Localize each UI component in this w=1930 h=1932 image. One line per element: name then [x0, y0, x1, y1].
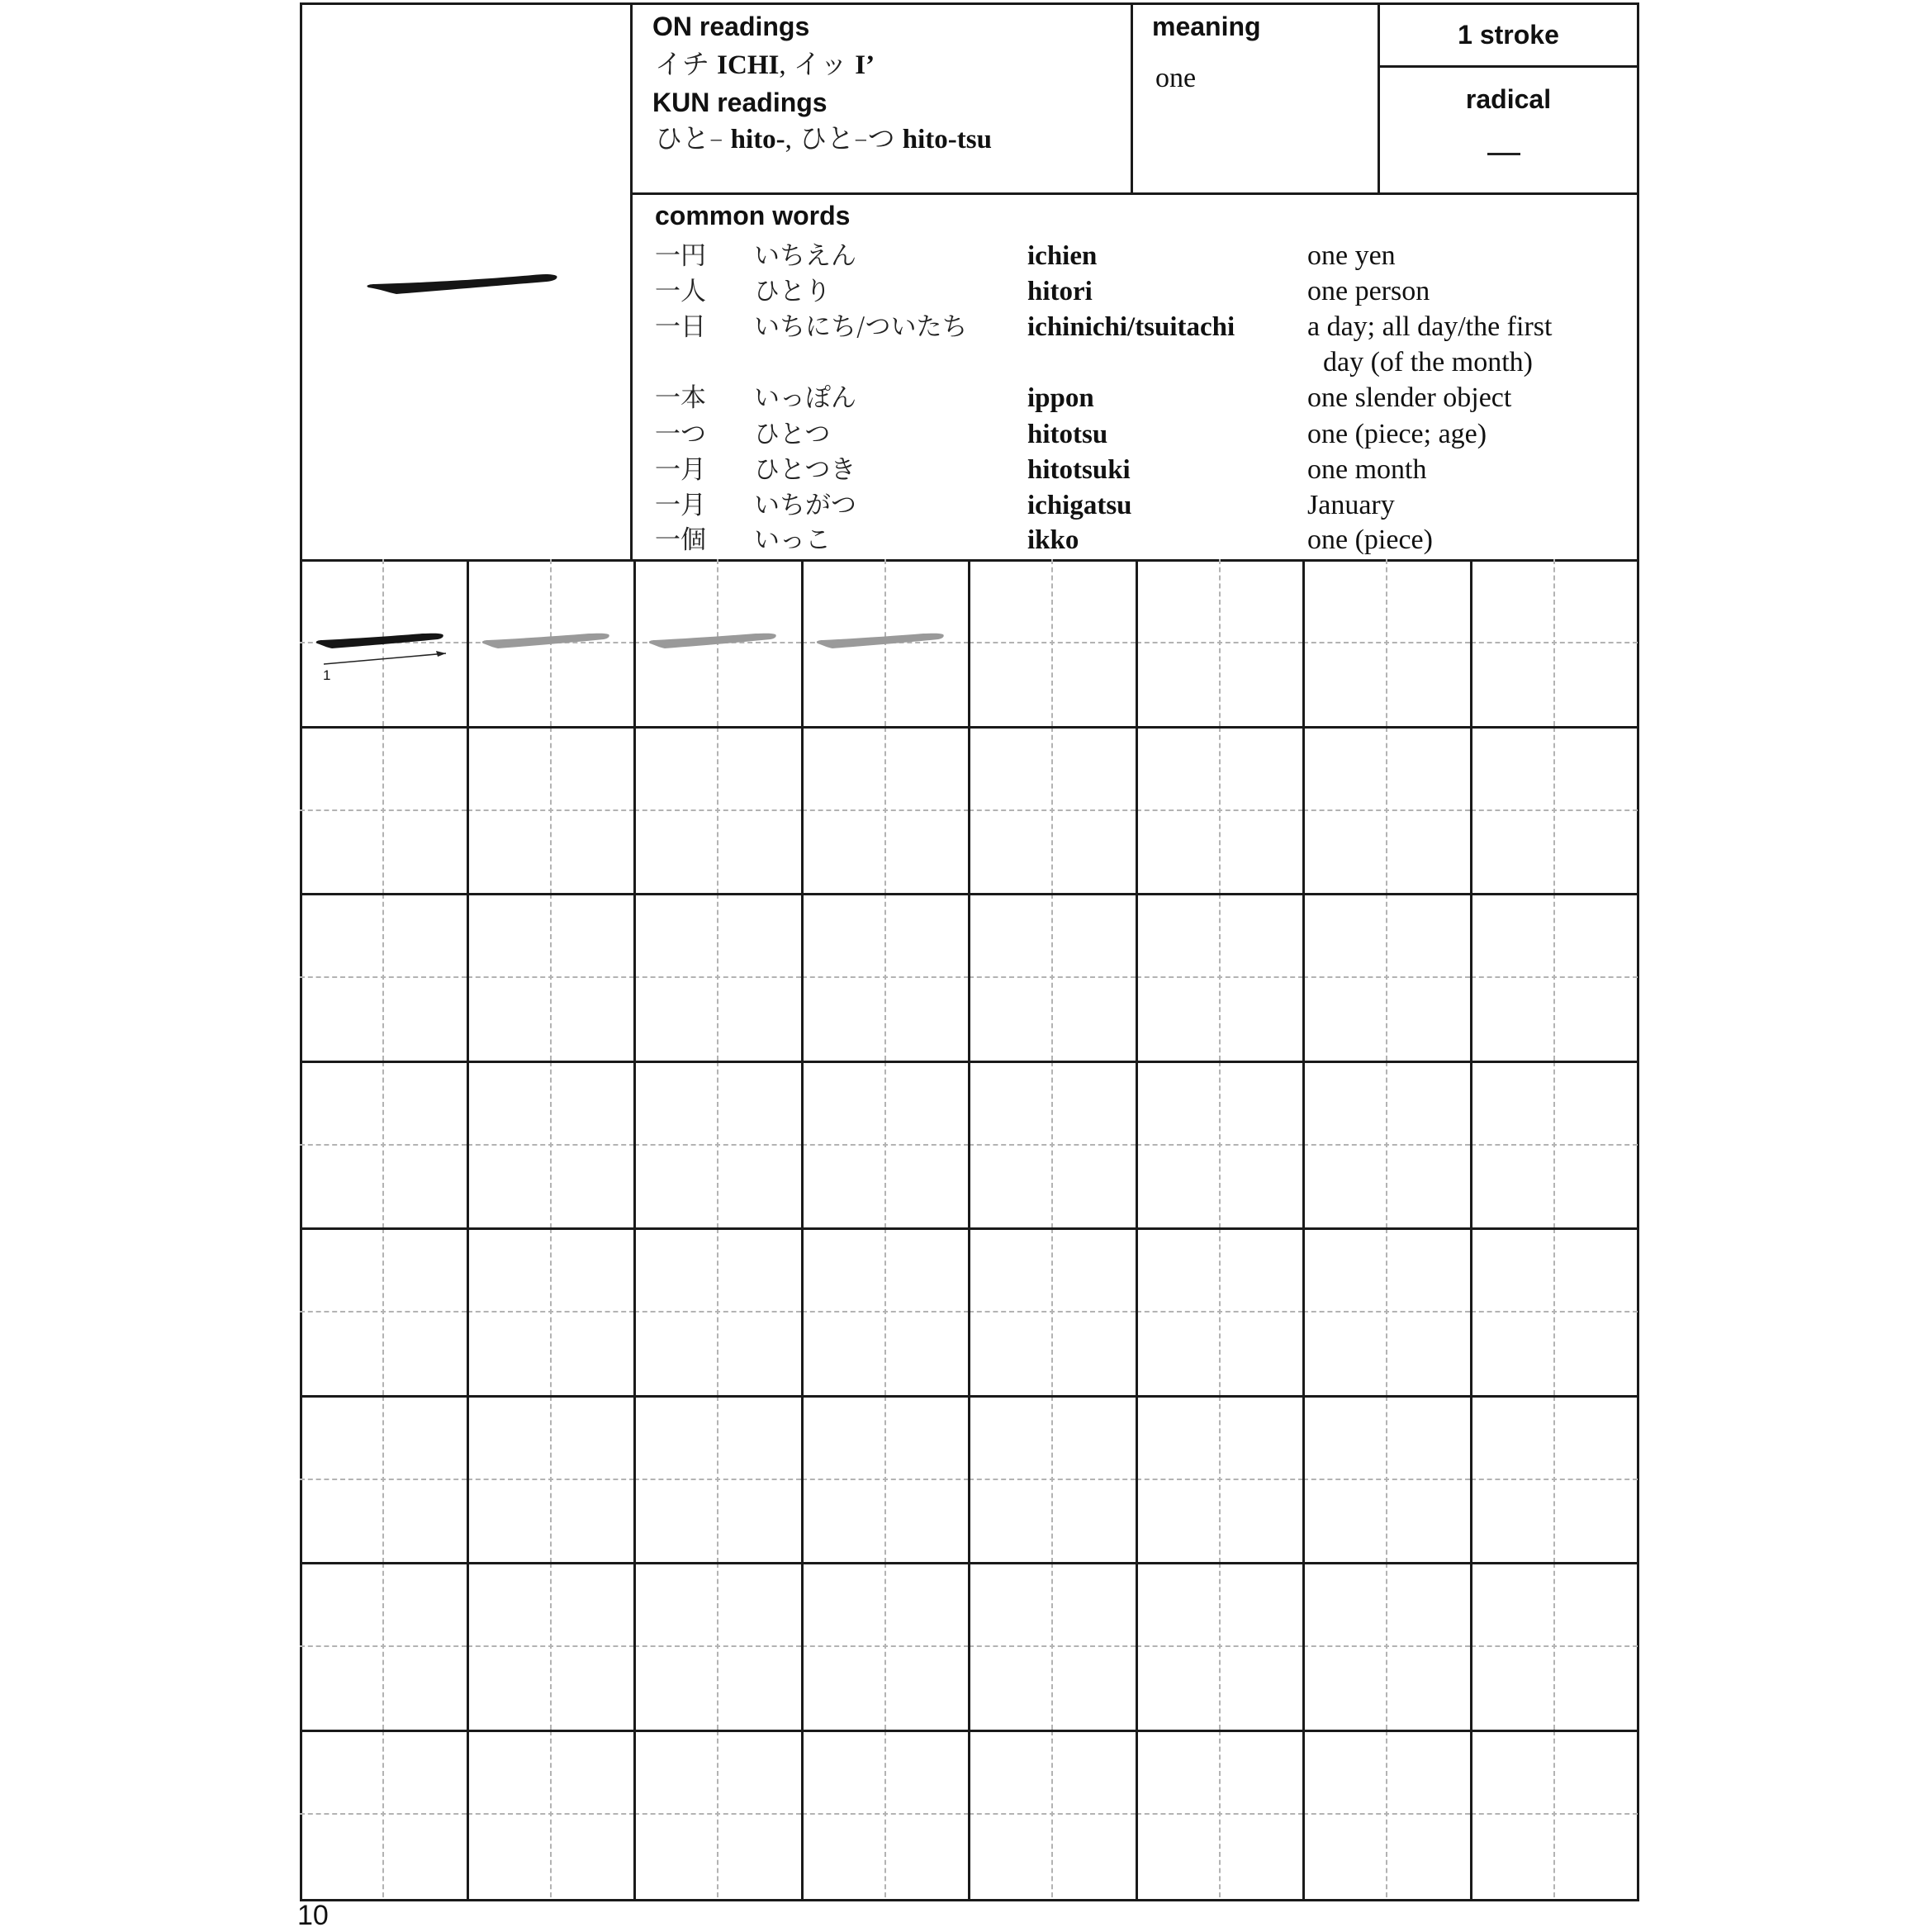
practice-cell[interactable] [969, 1396, 1136, 1563]
cell-guide-horizontal [969, 1479, 1136, 1480]
practice-cell[interactable] [1136, 727, 1303, 894]
cell-guide-horizontal [969, 1311, 1136, 1313]
word-kana: いっぽん [754, 383, 856, 413]
word-kanji: 一個 [655, 525, 706, 555]
cell-guide-horizontal [1136, 976, 1303, 978]
grid-line-horizontal [300, 1562, 1639, 1564]
practice-cell[interactable] [1471, 1396, 1638, 1563]
word-english: one slender object [1307, 382, 1512, 413]
practice-cell[interactable] [1471, 559, 1638, 726]
practice-cell[interactable] [300, 1730, 467, 1897]
practice-cell[interactable] [802, 1396, 969, 1563]
grid-line-vertical [801, 559, 804, 1901]
word-english: one (piece; age) [1307, 419, 1487, 449]
grid-line-vertical [1302, 559, 1305, 1901]
practice-cell[interactable] [634, 727, 801, 894]
cell-guide-horizontal [1136, 1311, 1303, 1313]
cell-guide-horizontal [802, 976, 969, 978]
practice-cell[interactable] [1136, 894, 1303, 1061]
word-english: one (piece) [1307, 525, 1433, 555]
cell-guide-horizontal [634, 1311, 801, 1313]
cell-guide-horizontal [300, 1813, 467, 1815]
practice-cell[interactable] [802, 727, 969, 894]
word-romaji: hitotsu [1027, 420, 1108, 449]
cell-guide-horizontal [969, 976, 1136, 978]
word-romaji: hitotsuki [1027, 455, 1131, 485]
trace-stroke [480, 627, 628, 660]
practice-cell[interactable] [1303, 727, 1470, 894]
word-kanji: 一月 [655, 455, 706, 485]
arrow-head-icon [436, 651, 446, 657]
word-english-continuation: day (of the month) [1323, 347, 1533, 377]
cell-guide-horizontal [1471, 1311, 1638, 1313]
kun-readings-label: KUN readings [652, 88, 827, 117]
cell-guide-horizontal [1471, 1144, 1638, 1146]
practice-cell[interactable] [969, 1563, 1136, 1730]
grid-line-horizontal [300, 1227, 1639, 1230]
cell-guide-horizontal [467, 1479, 634, 1480]
cell-guide-horizontal [1303, 976, 1470, 978]
on-reading-romaji-2: I’ [855, 50, 875, 80]
cell-guide-horizontal [634, 1479, 801, 1480]
large-kanji-brush-stroke [363, 264, 562, 306]
word-kana: ひとつき [754, 455, 856, 485]
cell-guide-horizontal [300, 1645, 467, 1647]
cell-guide-horizontal [1136, 642, 1303, 643]
word-romaji: ichigatsu [1027, 491, 1132, 520]
practice-cell[interactable] [969, 727, 1136, 894]
practice-cell[interactable] [634, 1061, 801, 1228]
model-stroke [316, 634, 443, 648]
cell-guide-horizontal [1136, 1479, 1303, 1480]
practice-cell[interactable] [467, 1396, 634, 1563]
cell-guide-horizontal [467, 1645, 634, 1647]
word-kanji: 一本 [655, 383, 706, 413]
practice-cell[interactable] [1471, 894, 1638, 1061]
word-kana: いちがつ [754, 491, 856, 520]
practice-cell[interactable] [802, 894, 969, 1061]
page-number: 10 [297, 1900, 329, 1931]
practice-cell[interactable] [1303, 559, 1470, 726]
cell-guide-horizontal [969, 1645, 1136, 1647]
practice-cell[interactable] [1136, 1730, 1303, 1897]
grid-line-vertical [1470, 559, 1472, 1901]
practice-cell[interactable] [634, 1228, 801, 1395]
grid-line-horizontal [300, 1395, 1639, 1398]
kun-reading-romaji-1: hito- [730, 125, 785, 154]
cell-guide-horizontal [802, 1311, 969, 1313]
practice-cell[interactable] [300, 894, 467, 1061]
grid-line-horizontal [300, 893, 1639, 895]
cell-guide-horizontal [969, 1813, 1136, 1815]
practice-cell[interactable] [969, 1228, 1136, 1395]
cell-guide-horizontal [467, 1311, 634, 1313]
grid-line-vertical [968, 559, 970, 1901]
cell-guide-horizontal [467, 976, 634, 978]
practice-cell[interactable] [1136, 1396, 1303, 1563]
cell-guide-horizontal [467, 1813, 634, 1815]
cell-guide-horizontal [1471, 1479, 1638, 1480]
cell-guide-horizontal [1471, 642, 1638, 643]
header-divider-words [630, 192, 1639, 195]
grid-line-horizontal [300, 1061, 1639, 1063]
cell-guide-horizontal [300, 809, 467, 811]
stroke-count: 1 stroke [1458, 20, 1559, 50]
practice-cell[interactable] [1303, 1228, 1470, 1395]
practice-cell[interactable] [634, 894, 801, 1061]
on-reading-kana-1: イチ [655, 48, 709, 80]
header-divider-meaning [1131, 2, 1133, 195]
cell-guide-horizontal [467, 1144, 634, 1146]
practice-cell[interactable] [300, 727, 467, 894]
cell-guide-horizontal [300, 1311, 467, 1313]
cell-guide-horizontal [300, 976, 467, 978]
word-english: one month [1307, 454, 1427, 485]
practice-cell[interactable] [802, 1228, 969, 1395]
cell-guide-horizontal [634, 1813, 801, 1815]
practice-cell[interactable] [802, 1563, 969, 1730]
practice-cell[interactable] [634, 1396, 801, 1563]
cell-guide-horizontal [1303, 1645, 1470, 1647]
grid-line-horizontal [300, 726, 1639, 729]
word-english: one person [1307, 276, 1430, 306]
stroke-direction-arrow [324, 653, 446, 664]
word-romaji: ichien [1027, 241, 1098, 271]
cell-guide-horizontal [467, 809, 634, 811]
kun-reading-kana-2: ひと–つ [799, 122, 895, 154]
cell-guide-horizontal [1136, 809, 1303, 811]
cell-guide-horizontal [300, 1479, 467, 1480]
kun-readings-line: ひと– hito-, ひと–つ hito-tsu [655, 122, 992, 154]
cell-guide-horizontal [1303, 809, 1470, 811]
cell-guide-horizontal [1136, 1144, 1303, 1146]
cell-guide-horizontal [1303, 642, 1470, 643]
cell-guide-horizontal [634, 809, 801, 811]
practice-cell[interactable] [300, 1563, 467, 1730]
radical-label-text: radical [1465, 84, 1552, 114]
radical-glyph [1487, 150, 1521, 159]
on-readings-label: ON readings [652, 12, 810, 41]
word-kanji: 一月 [655, 491, 706, 520]
practice-cell[interactable] [802, 1730, 969, 1897]
practice-cell[interactable] [1471, 1061, 1638, 1228]
practice-cell[interactable] [1303, 1730, 1470, 1897]
practice-cell[interactable] [300, 1396, 467, 1563]
word-kana: ひとつ [754, 420, 831, 449]
cell-guide-horizontal [634, 976, 801, 978]
word-english: a day; all day/the first [1307, 311, 1553, 342]
word-romaji: ichinichi/tsuitachi [1027, 312, 1235, 342]
practice-cell[interactable] [300, 1228, 467, 1395]
practice-cell[interactable] [1303, 1396, 1470, 1563]
header-divider-stroke-radical [1378, 65, 1639, 68]
practice-cell[interactable] [1303, 1061, 1470, 1228]
practice-cell[interactable] [969, 1061, 1136, 1228]
practice-cell[interactable] [969, 894, 1136, 1061]
word-english: one yen [1307, 240, 1396, 271]
practice-cell[interactable] [1471, 1730, 1638, 1897]
practice-cell[interactable] [969, 559, 1136, 726]
grid-line-vertical [633, 559, 636, 1901]
practice-cell[interactable] [1136, 1563, 1303, 1730]
cell-guide-horizontal [1136, 1813, 1303, 1815]
on-reading-romaji-1: ICHI [717, 50, 780, 80]
practice-cell[interactable] [1471, 727, 1638, 894]
on-reading-kana-2: イッ [793, 48, 848, 80]
cell-guide-horizontal [802, 809, 969, 811]
cell-guide-horizontal [1303, 1311, 1470, 1313]
cell-guide-horizontal [1471, 1813, 1638, 1815]
cell-guide-horizontal [1471, 1645, 1638, 1647]
cell-guide-horizontal [1303, 1813, 1470, 1815]
practice-cell[interactable] [467, 1228, 634, 1395]
cell-guide-horizontal [969, 809, 1136, 811]
meaning-label: meaning [1152, 12, 1261, 41]
trace-stroke [647, 627, 795, 660]
word-kanji: 一日 [655, 312, 706, 342]
word-kanji: 一円 [655, 241, 706, 271]
word-english: January [1307, 490, 1395, 520]
word-kana: いっこ [754, 525, 831, 555]
practice-cell[interactable] [1136, 1061, 1303, 1228]
cell-guide-horizontal [1471, 976, 1638, 978]
practice-cell[interactable] [467, 1730, 634, 1897]
practice-cell[interactable] [467, 1563, 634, 1730]
practice-cell[interactable] [467, 1061, 634, 1228]
practice-cell[interactable] [1471, 1228, 1638, 1395]
word-romaji: ikko [1027, 525, 1079, 555]
practice-cell[interactable] [634, 1730, 801, 1897]
on-readings-line: イチ ICHI, イッ I’ [655, 48, 875, 80]
word-romaji: ippon [1027, 383, 1094, 413]
cell-guide-horizontal [802, 1813, 969, 1815]
trace-stroke [814, 627, 963, 660]
cell-guide-horizontal [969, 1144, 1136, 1146]
stroke-order-model [314, 627, 462, 693]
practice-cell[interactable] [802, 1061, 969, 1228]
word-kana: いちにち/ついたち [754, 312, 968, 342]
word-kana: ひとり [754, 277, 831, 306]
practice-cell[interactable] [1471, 1563, 1638, 1730]
practice-cell[interactable] [1303, 1563, 1470, 1730]
cell-guide-horizontal [802, 1144, 969, 1146]
grid-line-horizontal [300, 1730, 1639, 1732]
practice-cell[interactable] [1136, 1228, 1303, 1395]
practice-cell[interactable] [1303, 894, 1470, 1061]
cell-guide-horizontal [1303, 1144, 1470, 1146]
word-kanji: 一人 [655, 277, 706, 306]
word-kana: いちえん [754, 241, 856, 271]
cell-guide-horizontal [1303, 1479, 1470, 1480]
cell-guide-horizontal [802, 1645, 969, 1647]
cell-guide-horizontal [634, 1645, 801, 1647]
practice-cell[interactable] [467, 894, 634, 1061]
cell-guide-horizontal [634, 1144, 801, 1146]
practice-cell[interactable] [300, 1061, 467, 1228]
cell-guide-horizontal [969, 642, 1136, 643]
practice-cell[interactable] [467, 727, 634, 894]
grid-line-vertical [1136, 559, 1138, 1901]
kun-reading-kana-1: ひと– [655, 122, 723, 154]
cell-guide-horizontal [802, 1479, 969, 1480]
practice-cell[interactable] [969, 1730, 1136, 1897]
word-romaji: hitori [1027, 277, 1093, 306]
grid-line-vertical [467, 559, 469, 1901]
stroke-order-number: 1 [323, 667, 331, 683]
common-words-label: common words [655, 201, 851, 230]
word-kanji: 一つ [655, 420, 706, 449]
header-divider-big-kanji [630, 2, 633, 562]
cell-guide-horizontal [1136, 1645, 1303, 1647]
kun-reading-romaji-2: hito-tsu [902, 125, 992, 154]
cell-guide-horizontal [1471, 809, 1638, 811]
practice-cell[interactable] [634, 1563, 801, 1730]
cell-guide-horizontal [300, 1144, 467, 1146]
practice-cell[interactable] [1136, 559, 1303, 726]
meaning-value: one [1155, 63, 1197, 93]
